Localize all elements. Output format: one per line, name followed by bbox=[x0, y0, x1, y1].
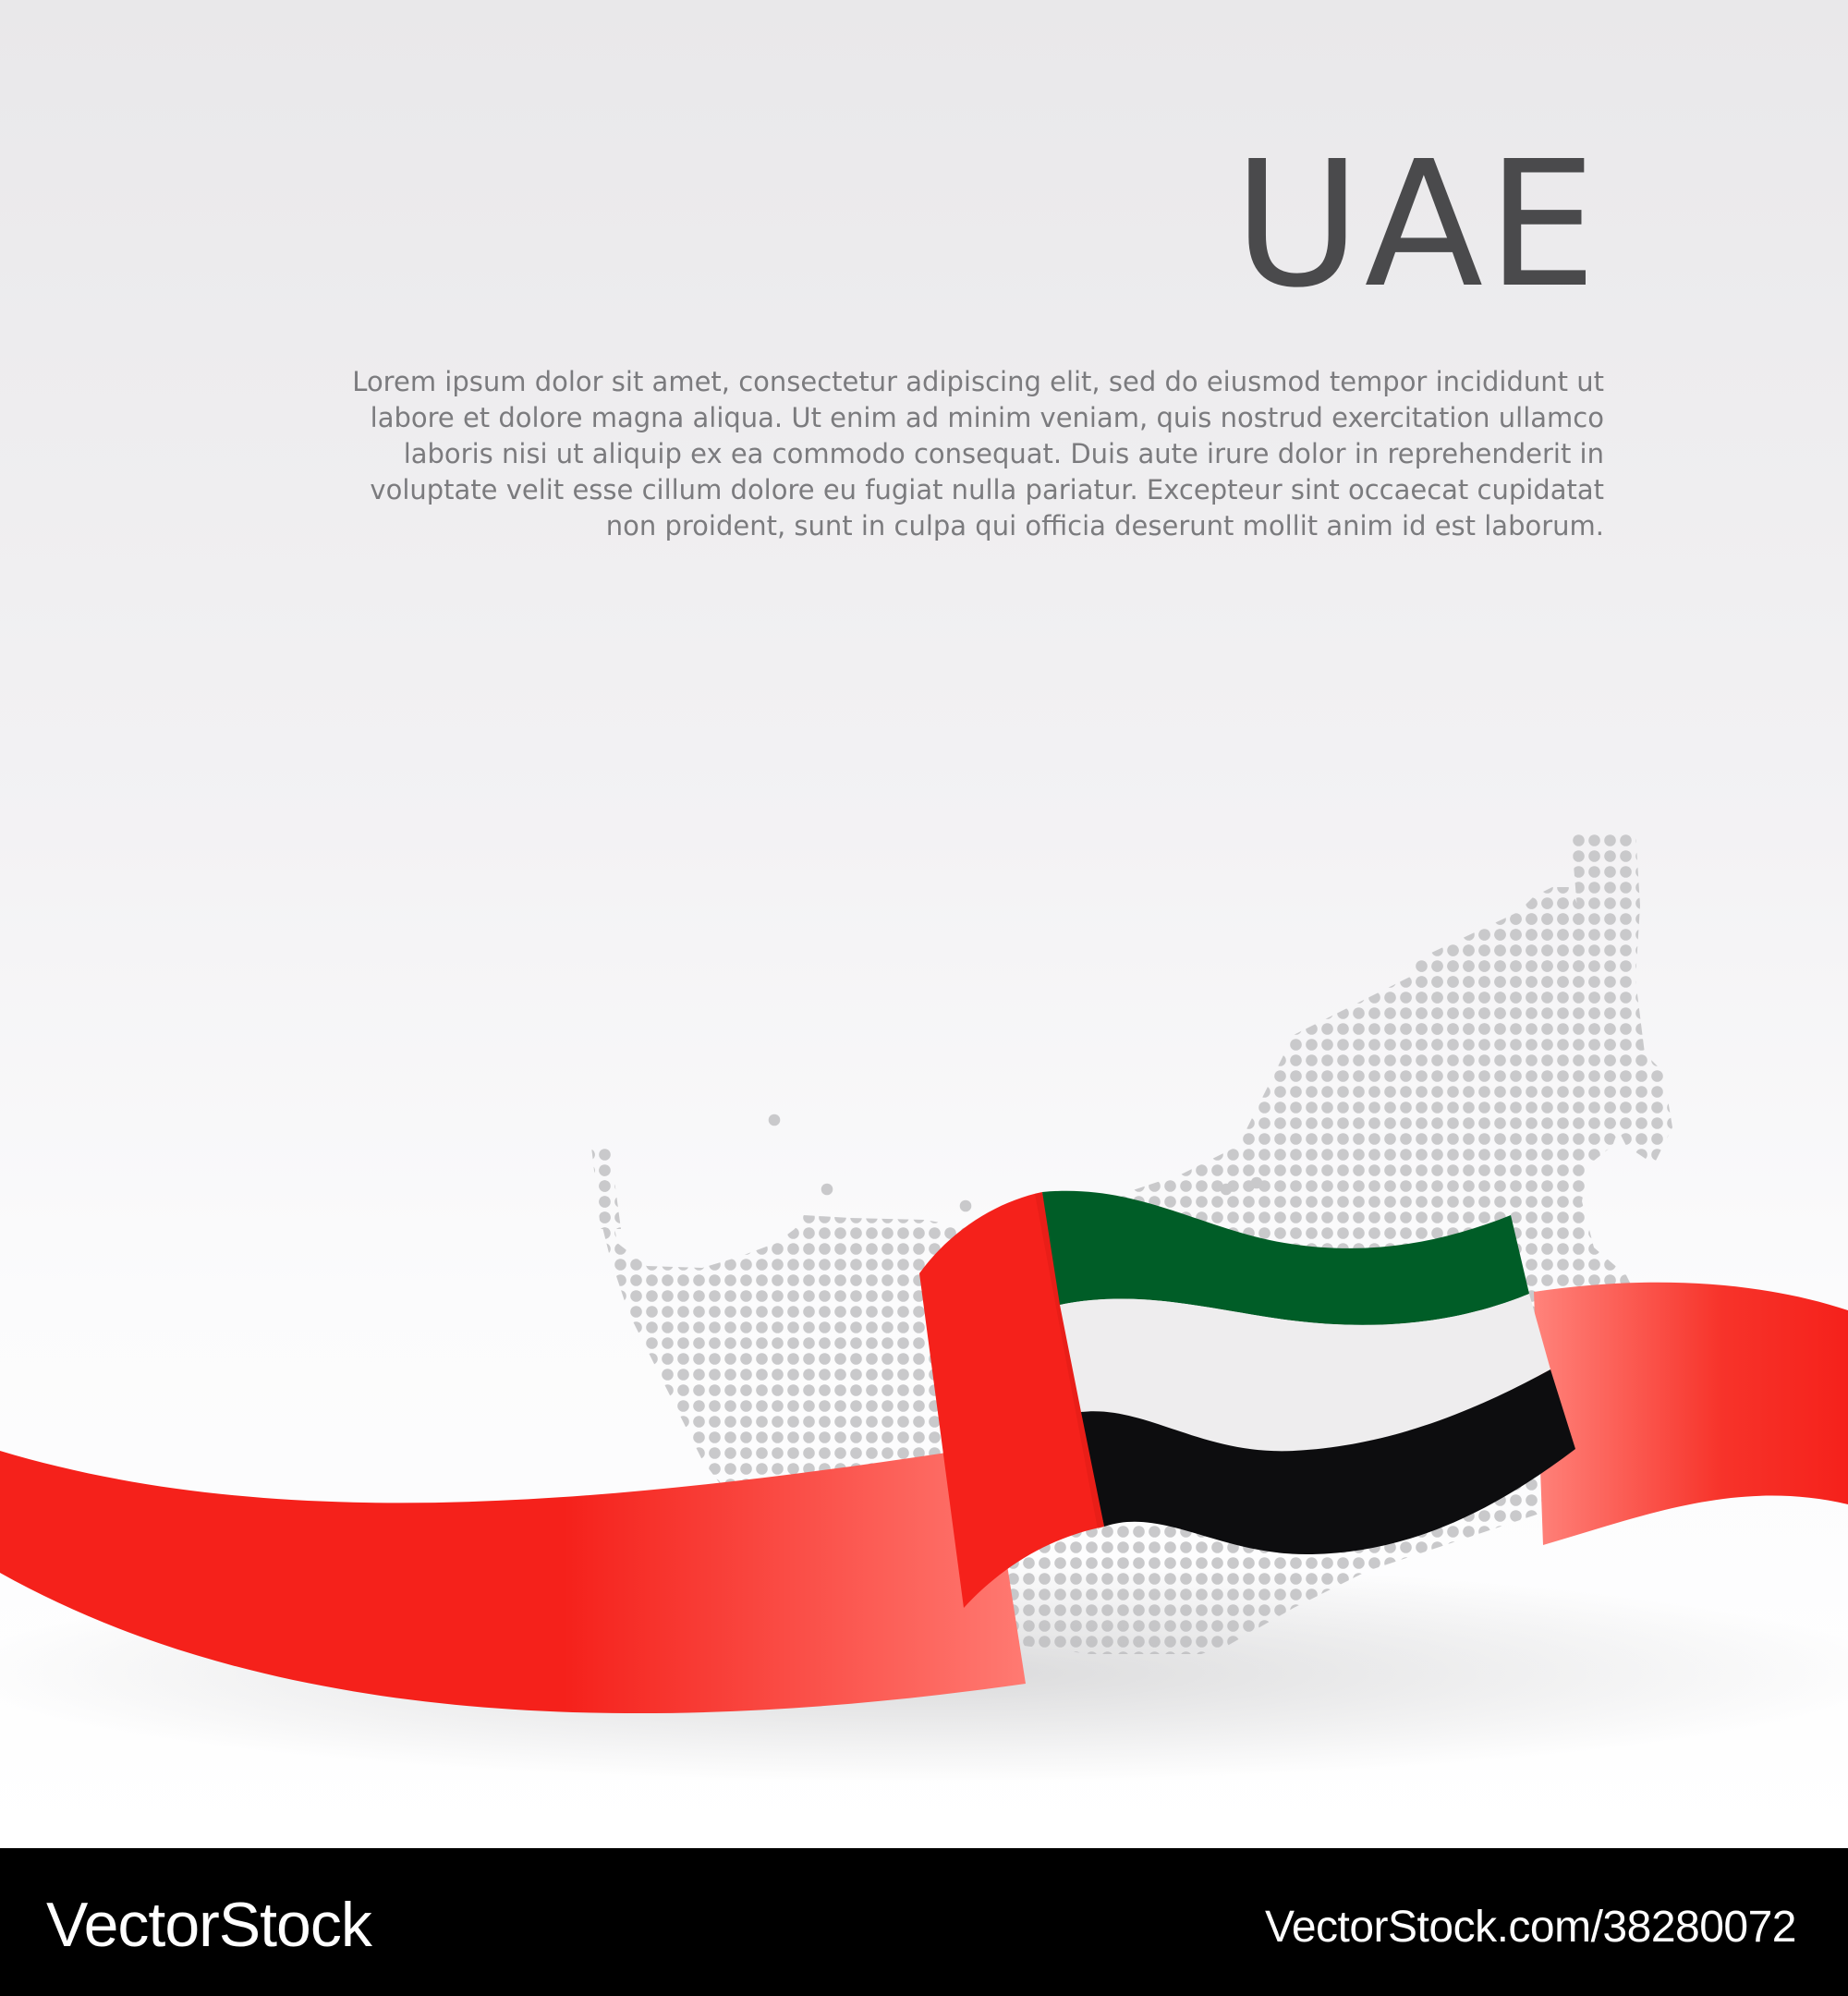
footer-bar bbox=[0, 1848, 1848, 1996]
stock-id-link[interactable]: VectorStock.com/38280072 bbox=[1264, 1903, 1796, 1952]
body-text: Lorem ipsum dolor sit amet, consectetur adipiscing elit, sed do eiusmod tempor incididunt ut labore et dolore magna aliqua. Ut enim ad minim veniam, quis nostrud exercitation ullamco laboris nisi ut aliquip ex ea commodo consequat. Duis aute irure dolor in reprehenderit in voluptate velit esse cillum dolore eu fugiat nulla pariatur. Excepteur sint occaecat cupidatat non proident, sunt in culpa qui officia deserunt mollit anim id est laborum. bbox=[352, 366, 1604, 542]
ribbon-right bbox=[1534, 1283, 1848, 1545]
brand-logo[interactable]: VectorStock bbox=[46, 1890, 371, 1960]
page-title: UAE bbox=[1234, 124, 1600, 326]
uae-waving-flag-icon bbox=[919, 1191, 1575, 1608]
